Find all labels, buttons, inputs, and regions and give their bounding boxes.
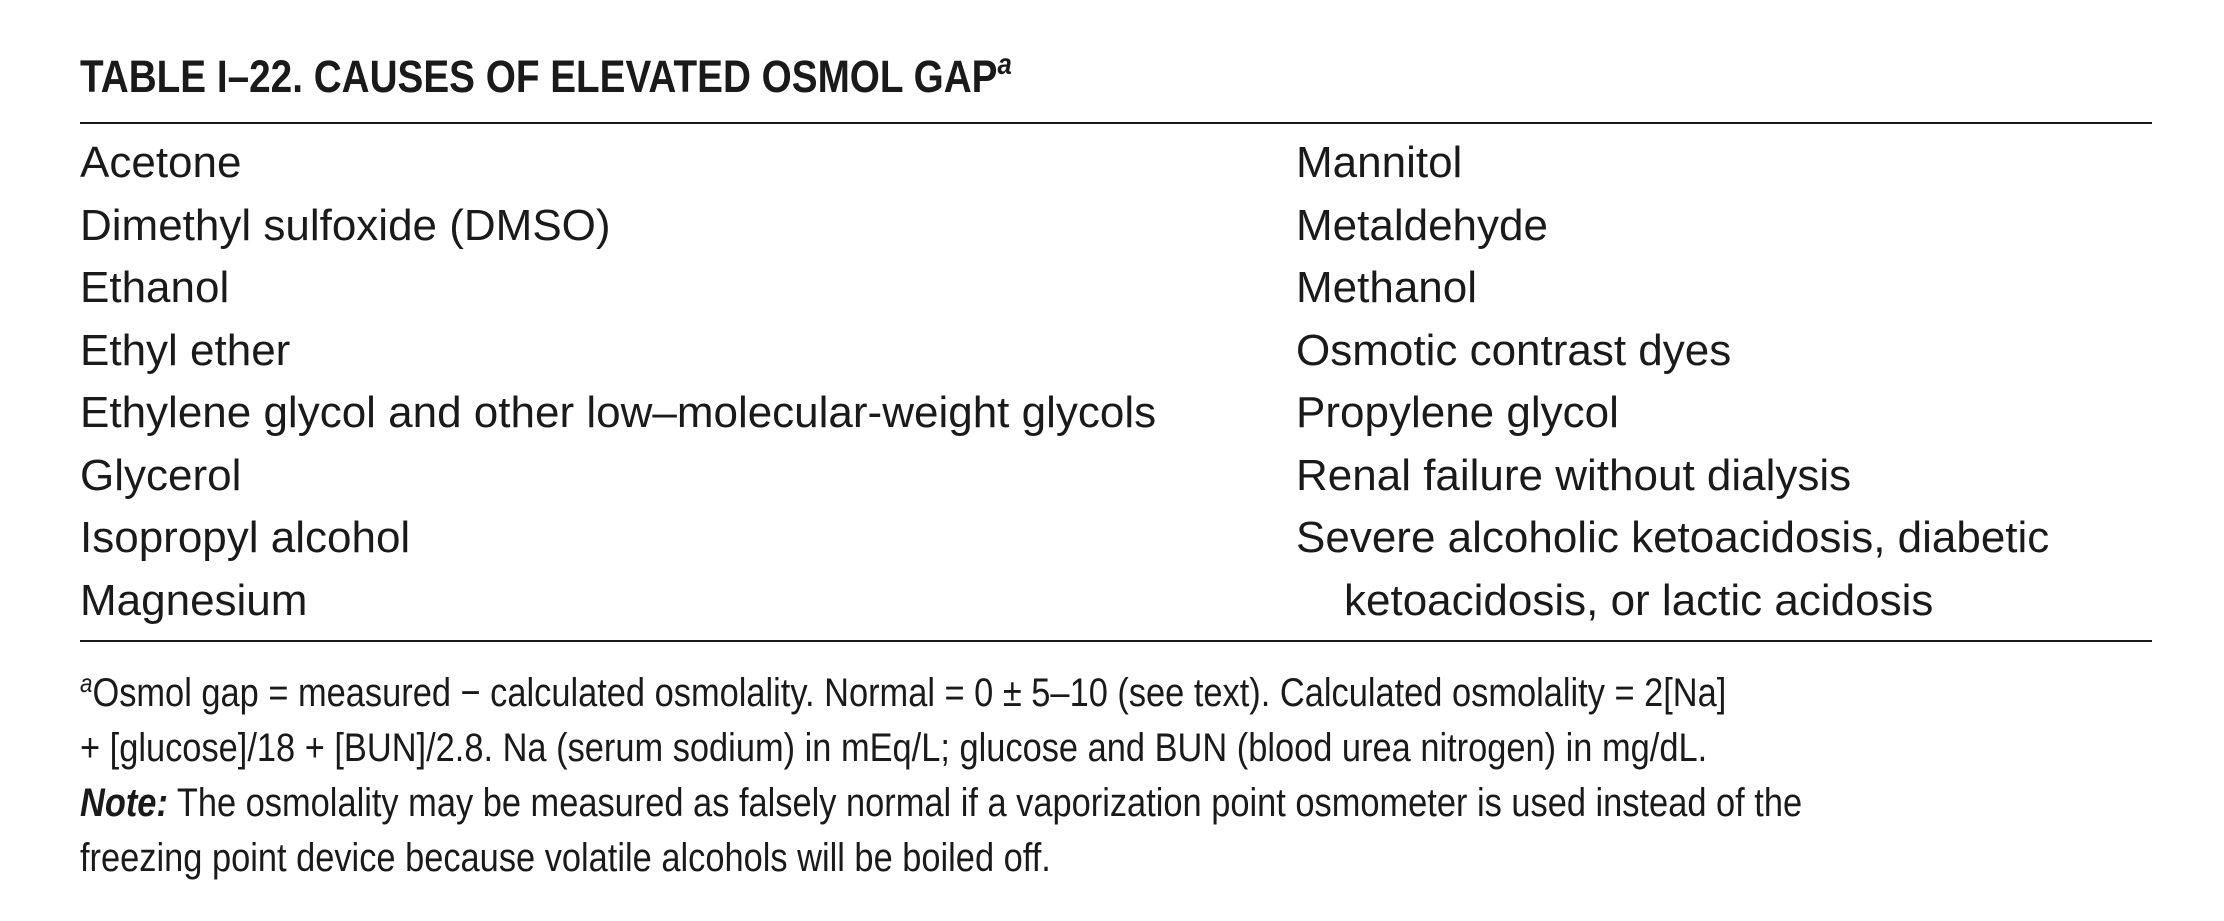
table-cell: Renal failure without dialysis bbox=[1296, 450, 1852, 500]
table-footnote bbox=[80, 642, 2153, 886]
table-cell: Metaldehyde bbox=[1296, 200, 1548, 250]
table-page bbox=[80, 42, 2152, 886]
table-title bbox=[80, 42, 1862, 122]
title-footnote-marker: a bbox=[997, 48, 1012, 81]
table-title-text: TABLE I–22. CAUSES OF ELEVATED OSMOL GAP bbox=[80, 51, 998, 102]
footnote-line: freezing point device because volatile alcohols will be boiled off. bbox=[80, 836, 1051, 880]
table-cell: Ethanol bbox=[80, 263, 230, 312]
table-cell: Ethylene glycol and other low–molecular-weight glycols bbox=[80, 388, 1157, 437]
footnote-line: + [glucose]/18 + [BUN]/2.8. Na (serum sodium) in mEq/L; glucose and BUN (blood urea nitrogen) in mg/dL. bbox=[80, 726, 1708, 770]
footnote-text: Osmol gap = measured − calculated osmolality. Normal = 0 ± 5–10 (see text). Calculated osmolality = 2[Na] bbox=[92, 671, 1727, 715]
footnote-note-line bbox=[80, 776, 2153, 831]
table-cell: Dimethyl sulfoxide (DMSO) bbox=[80, 200, 611, 250]
table-cell: Mannitol bbox=[1296, 138, 1463, 187]
note-text: The osmolality may be measured as falsely normal if a vaporization point osmometer is used instead of the bbox=[167, 781, 1803, 825]
table-cell: Osmotic contrast dyes bbox=[1296, 325, 1732, 375]
table-cell: Methanol bbox=[1296, 263, 1478, 312]
table-cell: Acetone bbox=[80, 138, 242, 187]
table-right-column bbox=[1296, 132, 2152, 632]
footnote-marker: a bbox=[80, 668, 93, 698]
table-cell: Isopropyl alcohol bbox=[80, 513, 411, 562]
table-cell: Ethyl ether bbox=[80, 325, 291, 375]
table-cell: Magnesium bbox=[80, 575, 308, 625]
table-cell-continuation: ketoacidosis, or lactic acidosis bbox=[1344, 575, 1934, 625]
table-cell: Glycerol bbox=[80, 450, 242, 500]
footnote-line bbox=[80, 666, 2153, 721]
table-left-column bbox=[80, 132, 1296, 632]
table-cell: Severe alcoholic ketoacidosis, diabetic bbox=[1296, 513, 2050, 562]
note-label: Note: bbox=[80, 781, 168, 825]
table-cell: Propylene glycol bbox=[1296, 388, 1619, 437]
causes-table bbox=[80, 124, 2152, 640]
